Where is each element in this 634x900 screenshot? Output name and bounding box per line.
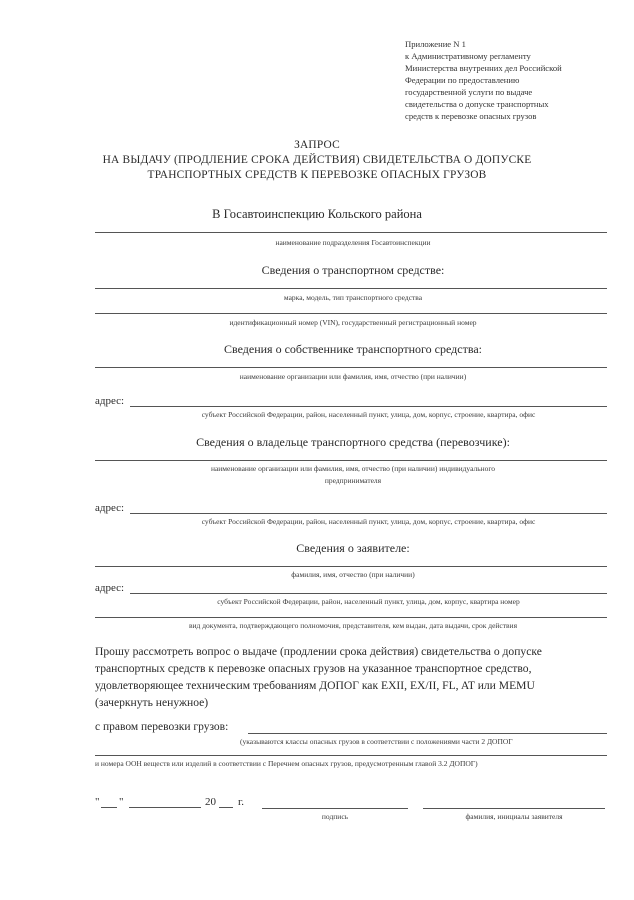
vehicle-heading: Сведения о транспортном средстве: bbox=[261, 263, 445, 277]
date-quote-open: " bbox=[95, 796, 100, 808]
applicant-document-field[interactable] bbox=[95, 617, 607, 618]
vehicle-model-field[interactable] bbox=[95, 288, 607, 289]
applicant-address-caption: субъект Российской Федерации, район, населенный пункт, улица, дом, корпус, квартира номер bbox=[217, 597, 520, 606]
cargo-un-field[interactable] bbox=[95, 755, 607, 756]
request-line: удовлетворяющее техническим требованиям ДОПОГ как EXII, EX/II, FL, AT или MEMU bbox=[95, 679, 535, 692]
appendix-line: государственной услуги по выдаче bbox=[405, 87, 533, 97]
signature-field[interactable] bbox=[262, 808, 408, 809]
cargo-caption-1: (указываются классы опасных грузов в соответствии с положениями части 2 ДОПОГ bbox=[240, 737, 513, 746]
owner-address-field[interactable] bbox=[130, 406, 607, 407]
signature-caption: подпись bbox=[321, 812, 349, 821]
owner-address-label: адрес: bbox=[95, 395, 125, 407]
vehicle-vin-field[interactable] bbox=[95, 313, 607, 314]
owner-name-field[interactable] bbox=[95, 367, 607, 368]
applicant-initials-field[interactable] bbox=[423, 808, 605, 809]
title-line-2: НА ВЫДАЧУ (ПРОДЛЕНИЕ СРОКА ДЕЙСТВИЯ) СВИДЕТЕЛЬСТВА О ДОПУСКЕ bbox=[102, 154, 532, 166]
appendix-line: Приложение N 1 bbox=[405, 39, 466, 49]
appendix-line: Министерства внутренних дел Российской bbox=[405, 63, 562, 73]
cargo-caption-2: и номера ООН веществ или изделий в соответствии с Перечнем опасных грузов, предусмотренным главой 3.2 ДОПОГ) bbox=[95, 759, 478, 768]
request-line: (зачеркнуть ненужное) bbox=[95, 696, 209, 709]
title-line-3: ТРАНСПОРТНЫХ СРЕДСТВ К ПЕРЕВОЗКЕ ОПАСНЫХ ГРУЗОВ bbox=[147, 169, 487, 181]
applicant-document-caption: вид документа, подтверждающего полномочия, представителя, кем выдан, дата выдачи, срок действия bbox=[188, 621, 518, 630]
date-field[interactable] bbox=[95, 796, 255, 812]
appendix-line: свидетельства о допуске транспортных bbox=[405, 99, 549, 109]
cargo-label: с правом перевозки грузов: bbox=[95, 721, 229, 733]
title-line-1: ЗАПРОС bbox=[294, 139, 340, 151]
month-field[interactable] bbox=[129, 807, 201, 808]
carrier-address-label: адрес: bbox=[95, 502, 125, 514]
appendix-note bbox=[405, 38, 625, 122]
document-title bbox=[0, 138, 634, 183]
owner-address-caption: субъект Российской Федерации, район, населенный пункт, улица, дом, корпус, строение, квартира, офис bbox=[201, 410, 536, 419]
request-paragraph bbox=[95, 643, 615, 711]
date-quote-close: " bbox=[119, 796, 124, 808]
appendix-line: средств к перевозке опасных грузов bbox=[405, 111, 537, 121]
authority-field[interactable] bbox=[95, 232, 607, 233]
request-line: Прошу рассмотреть вопрос о выдаче (продлении срока действия) свидетельства о допуске bbox=[95, 645, 542, 658]
carrier-name-field[interactable] bbox=[95, 460, 607, 461]
applicant-name-caption: фамилия, имя, отчество (при наличии) bbox=[291, 570, 415, 579]
authority-caption: наименование подразделения Госавтоинспекции bbox=[275, 238, 431, 247]
carrier-name-caption: наименование организации или фамилия, имя, отчество (при наличии) индивидуального bbox=[210, 464, 496, 473]
carrier-name-caption-2: предпринимателя bbox=[324, 476, 382, 485]
carrier-heading: Сведения о владельце транспортного средства (перевозчике): bbox=[196, 435, 510, 449]
year-prefix: 20 bbox=[205, 796, 216, 808]
applicant-address-label: адрес: bbox=[95, 582, 125, 594]
day-field[interactable] bbox=[101, 807, 117, 808]
applicant-name-field[interactable] bbox=[95, 566, 607, 567]
appendix-line: Федерации по предоставлению bbox=[405, 75, 520, 85]
year-field[interactable] bbox=[219, 807, 233, 808]
vehicle-vin-caption: идентификационный номер (VIN), государственный регистрационный номер bbox=[229, 318, 477, 327]
year-suffix: г. bbox=[238, 796, 245, 808]
appendix-line: к Административному регламенту bbox=[405, 51, 531, 61]
carrier-address-caption: субъект Российской Федерации, район, населенный пункт, улица, дом, корпус, строение, квартира, офис bbox=[201, 517, 536, 526]
owner-name-caption: наименование организации или фамилия, имя, отчество (при наличии) bbox=[239, 372, 467, 381]
authority-value: В Госавтоинспекцию Кольского района bbox=[212, 207, 422, 221]
carrier-address-field[interactable] bbox=[130, 513, 607, 514]
applicant-address-field[interactable] bbox=[130, 593, 607, 594]
request-line: транспортных средств к перевозке опасных грузов на указанное транспортное средство, bbox=[95, 662, 532, 675]
applicant-initials-caption: фамилия, инициалы заявителя bbox=[465, 812, 563, 821]
vehicle-model-caption: марка, модель, тип транспортного средства bbox=[283, 293, 423, 302]
cargo-classes-field[interactable] bbox=[248, 733, 607, 734]
owner-heading: Сведения о собственнике транспортного средства: bbox=[224, 342, 482, 356]
applicant-heading: Сведения о заявителе: bbox=[296, 541, 410, 555]
